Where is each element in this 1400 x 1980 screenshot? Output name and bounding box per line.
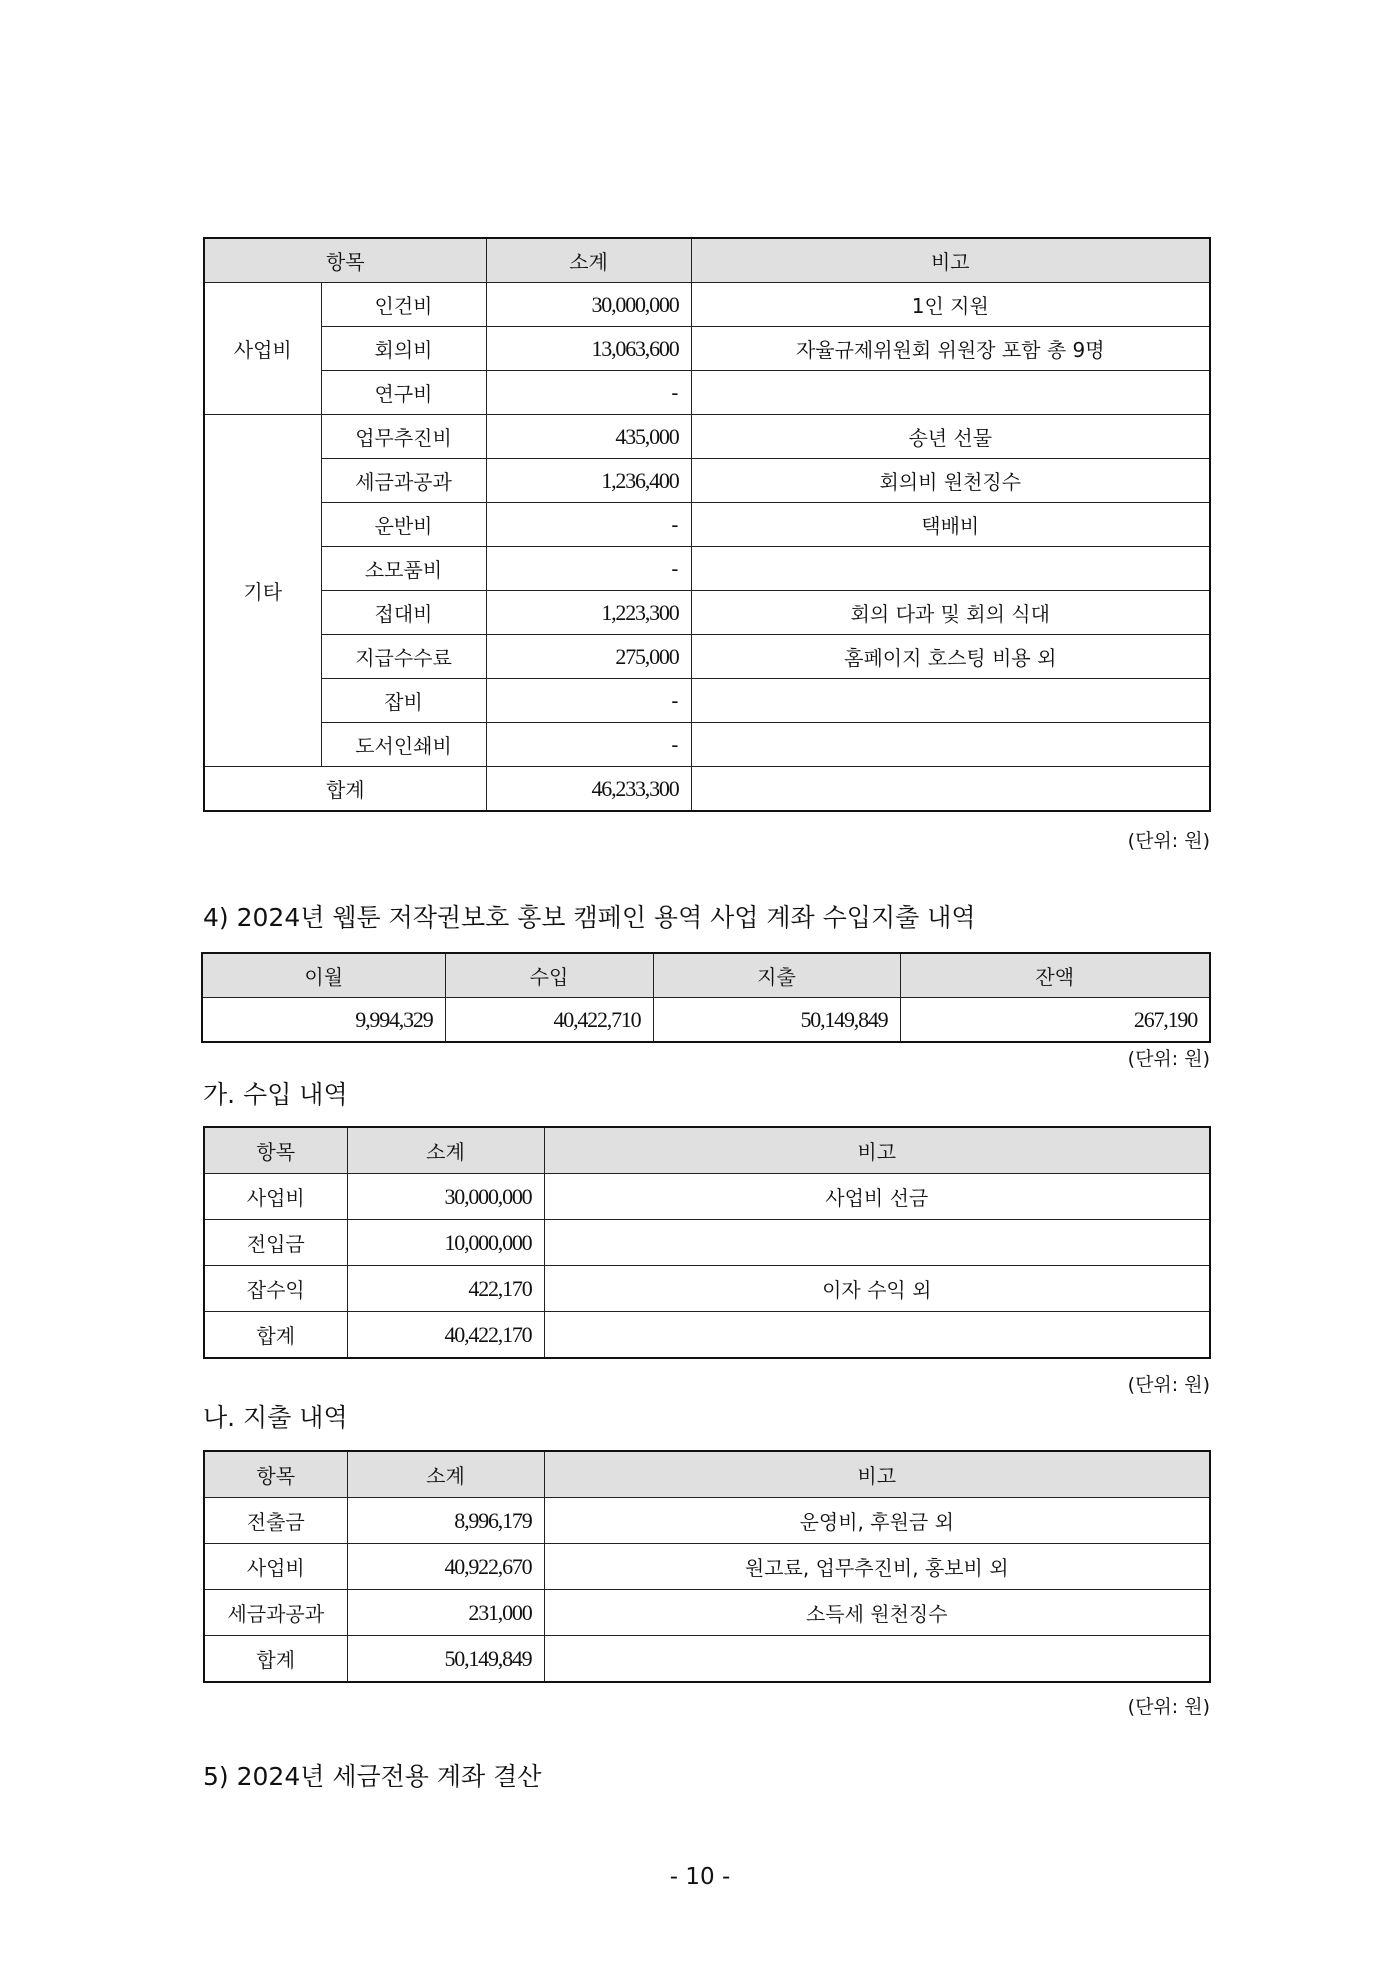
item-name: 소모품비: [321, 547, 486, 591]
unit-label: (단위: 원): [1127, 1696, 1210, 1718]
table-row: [204, 1636, 1210, 1683]
header-item: 항목: [204, 238, 486, 283]
total-label: 합계: [204, 767, 486, 812]
group-label: 사업비: [204, 283, 321, 415]
table-row: [204, 547, 1210, 591]
table-row: [204, 1266, 1210, 1312]
item-name: 운반비: [321, 503, 486, 547]
header-income: 수입: [445, 953, 653, 998]
item-name: 업무추진비: [321, 415, 486, 459]
item-note: 택배비: [691, 503, 1210, 547]
item-amount: -: [486, 547, 691, 591]
item-note: [691, 723, 1210, 767]
item-amount: 30,000,000: [486, 283, 691, 327]
item-amount: 40,922,670: [347, 1544, 544, 1590]
item-name: 사업비: [204, 1544, 347, 1590]
item-note: [544, 1312, 1210, 1359]
header-note: 비고: [544, 1127, 1210, 1174]
item-name: 합계: [204, 1636, 347, 1683]
group-label: 기타: [204, 415, 321, 767]
item-amount: 435,000: [486, 415, 691, 459]
item-name: 접대비: [321, 591, 486, 635]
table-row: [204, 283, 1210, 327]
item-name: 전입금: [204, 1220, 347, 1266]
header-note: 비고: [544, 1451, 1210, 1498]
item-note: 송년 선물: [691, 415, 1210, 459]
item-note: 이자 수익 외: [544, 1266, 1210, 1312]
section-heading-4: 4) 2024년 웹툰 저작권보호 홍보 캠페인 용역 사업 계좌 수입지출 내역: [203, 903, 976, 932]
item-amount: 1,236,400: [486, 459, 691, 503]
unit-label: (단위: 원): [1127, 1374, 1210, 1396]
table-row: [204, 371, 1210, 415]
item-amount: 8,996,179: [347, 1498, 544, 1544]
item-name: 세금과공과: [321, 459, 486, 503]
item-name: 전출금: [204, 1498, 347, 1544]
item-name: 연구비: [321, 371, 486, 415]
table-row: [204, 591, 1210, 635]
income-heading: 가. 수입 내역: [203, 1080, 348, 1109]
item-note: 회의 다과 및 회의 식대: [691, 591, 1210, 635]
total-note: [691, 767, 1210, 812]
item-name: 지급수수료: [321, 635, 486, 679]
expense-table: [203, 1450, 1211, 1683]
item-note: 회의비 원천징수: [691, 459, 1210, 503]
item-note: 홈페이지 호스팅 비용 외: [691, 635, 1210, 679]
table-row: [204, 679, 1210, 723]
header-amount: 소계: [347, 1127, 544, 1174]
header-amount: 소계: [486, 238, 691, 283]
item-amount: -: [486, 371, 691, 415]
item-note: 원고료, 업무추진비, 홍보비 외: [544, 1544, 1210, 1590]
item-note: [544, 1636, 1210, 1683]
table-row: [204, 1312, 1210, 1359]
item-name: 도서인쇄비: [321, 723, 486, 767]
item-amount: 13,063,600: [486, 327, 691, 371]
item-name: 잡비: [321, 679, 486, 723]
item-amount: 231,000: [347, 1590, 544, 1636]
item-amount: 10,000,000: [347, 1220, 544, 1266]
total-row: [204, 767, 1210, 812]
item-name: 합계: [204, 1312, 347, 1359]
table-row: [204, 723, 1210, 767]
table-row: [204, 1498, 1210, 1544]
item-note: 1인 지원: [691, 283, 1210, 327]
table-header-row: [202, 953, 1210, 998]
table-row: [204, 503, 1210, 547]
item-note: [691, 679, 1210, 723]
expense-detail-table: [203, 237, 1211, 812]
item-name: 회의비: [321, 327, 486, 371]
item-name: 잡수익: [204, 1266, 347, 1312]
table-header-row: [204, 1451, 1210, 1498]
item-amount: -: [486, 679, 691, 723]
table-header-row: [204, 238, 1210, 283]
expense-heading: 나. 지출 내역: [203, 1403, 348, 1432]
table-row: [204, 1174, 1210, 1220]
table-header-row: [204, 1127, 1210, 1174]
header-carryover: 이월: [202, 953, 445, 998]
page-number: - 10 -: [669, 1864, 731, 1890]
table-row: [204, 415, 1210, 459]
income-value: 40,422,710: [445, 998, 653, 1043]
income-table: [203, 1126, 1211, 1359]
table-row: [204, 1590, 1210, 1636]
unit-label: (단위: 원): [1127, 1048, 1210, 1070]
balance-value: 267,190: [900, 998, 1210, 1043]
account-summary-table: [201, 952, 1211, 1043]
item-note: [544, 1220, 1210, 1266]
header-item: 항목: [204, 1451, 347, 1498]
item-name: 세금과공과: [204, 1590, 347, 1636]
header-item: 항목: [204, 1127, 347, 1174]
item-amount: 30,000,000: [347, 1174, 544, 1220]
section-heading-5: 5) 2024년 세금전용 계좌 결산: [203, 1762, 542, 1791]
item-amount: 50,149,849: [347, 1636, 544, 1683]
table-row: [204, 635, 1210, 679]
item-note: 소득세 원천징수: [544, 1590, 1210, 1636]
header-expense: 지출: [653, 953, 900, 998]
table-row: [204, 459, 1210, 503]
item-name: 인건비: [321, 283, 486, 327]
item-note: 사업비 선금: [544, 1174, 1210, 1220]
item-amount: 275,000: [486, 635, 691, 679]
table-row: [204, 1544, 1210, 1590]
header-balance: 잔액: [900, 953, 1210, 998]
item-amount: -: [486, 723, 691, 767]
item-name: 사업비: [204, 1174, 347, 1220]
item-amount: -: [486, 503, 691, 547]
table-row: [204, 1220, 1210, 1266]
unit-label: (단위: 원): [1127, 830, 1210, 852]
header-amount: 소계: [347, 1451, 544, 1498]
expense-value: 50,149,849: [653, 998, 900, 1043]
header-note: 비고: [691, 238, 1210, 283]
carryover-value: 9,994,329: [202, 998, 445, 1043]
summary-values-row: [202, 998, 1210, 1043]
item-note: [691, 371, 1210, 415]
item-amount: 422,170: [347, 1266, 544, 1312]
item-note: 운영비, 후원금 외: [544, 1498, 1210, 1544]
table-row: [204, 327, 1210, 371]
item-note: 자율규제위원회 위원장 포함 총 9명: [691, 327, 1210, 371]
item-amount: 1,223,300: [486, 591, 691, 635]
item-amount: 40,422,170: [347, 1312, 544, 1359]
item-note: [691, 547, 1210, 591]
total-amount: 46,233,300: [486, 767, 691, 812]
